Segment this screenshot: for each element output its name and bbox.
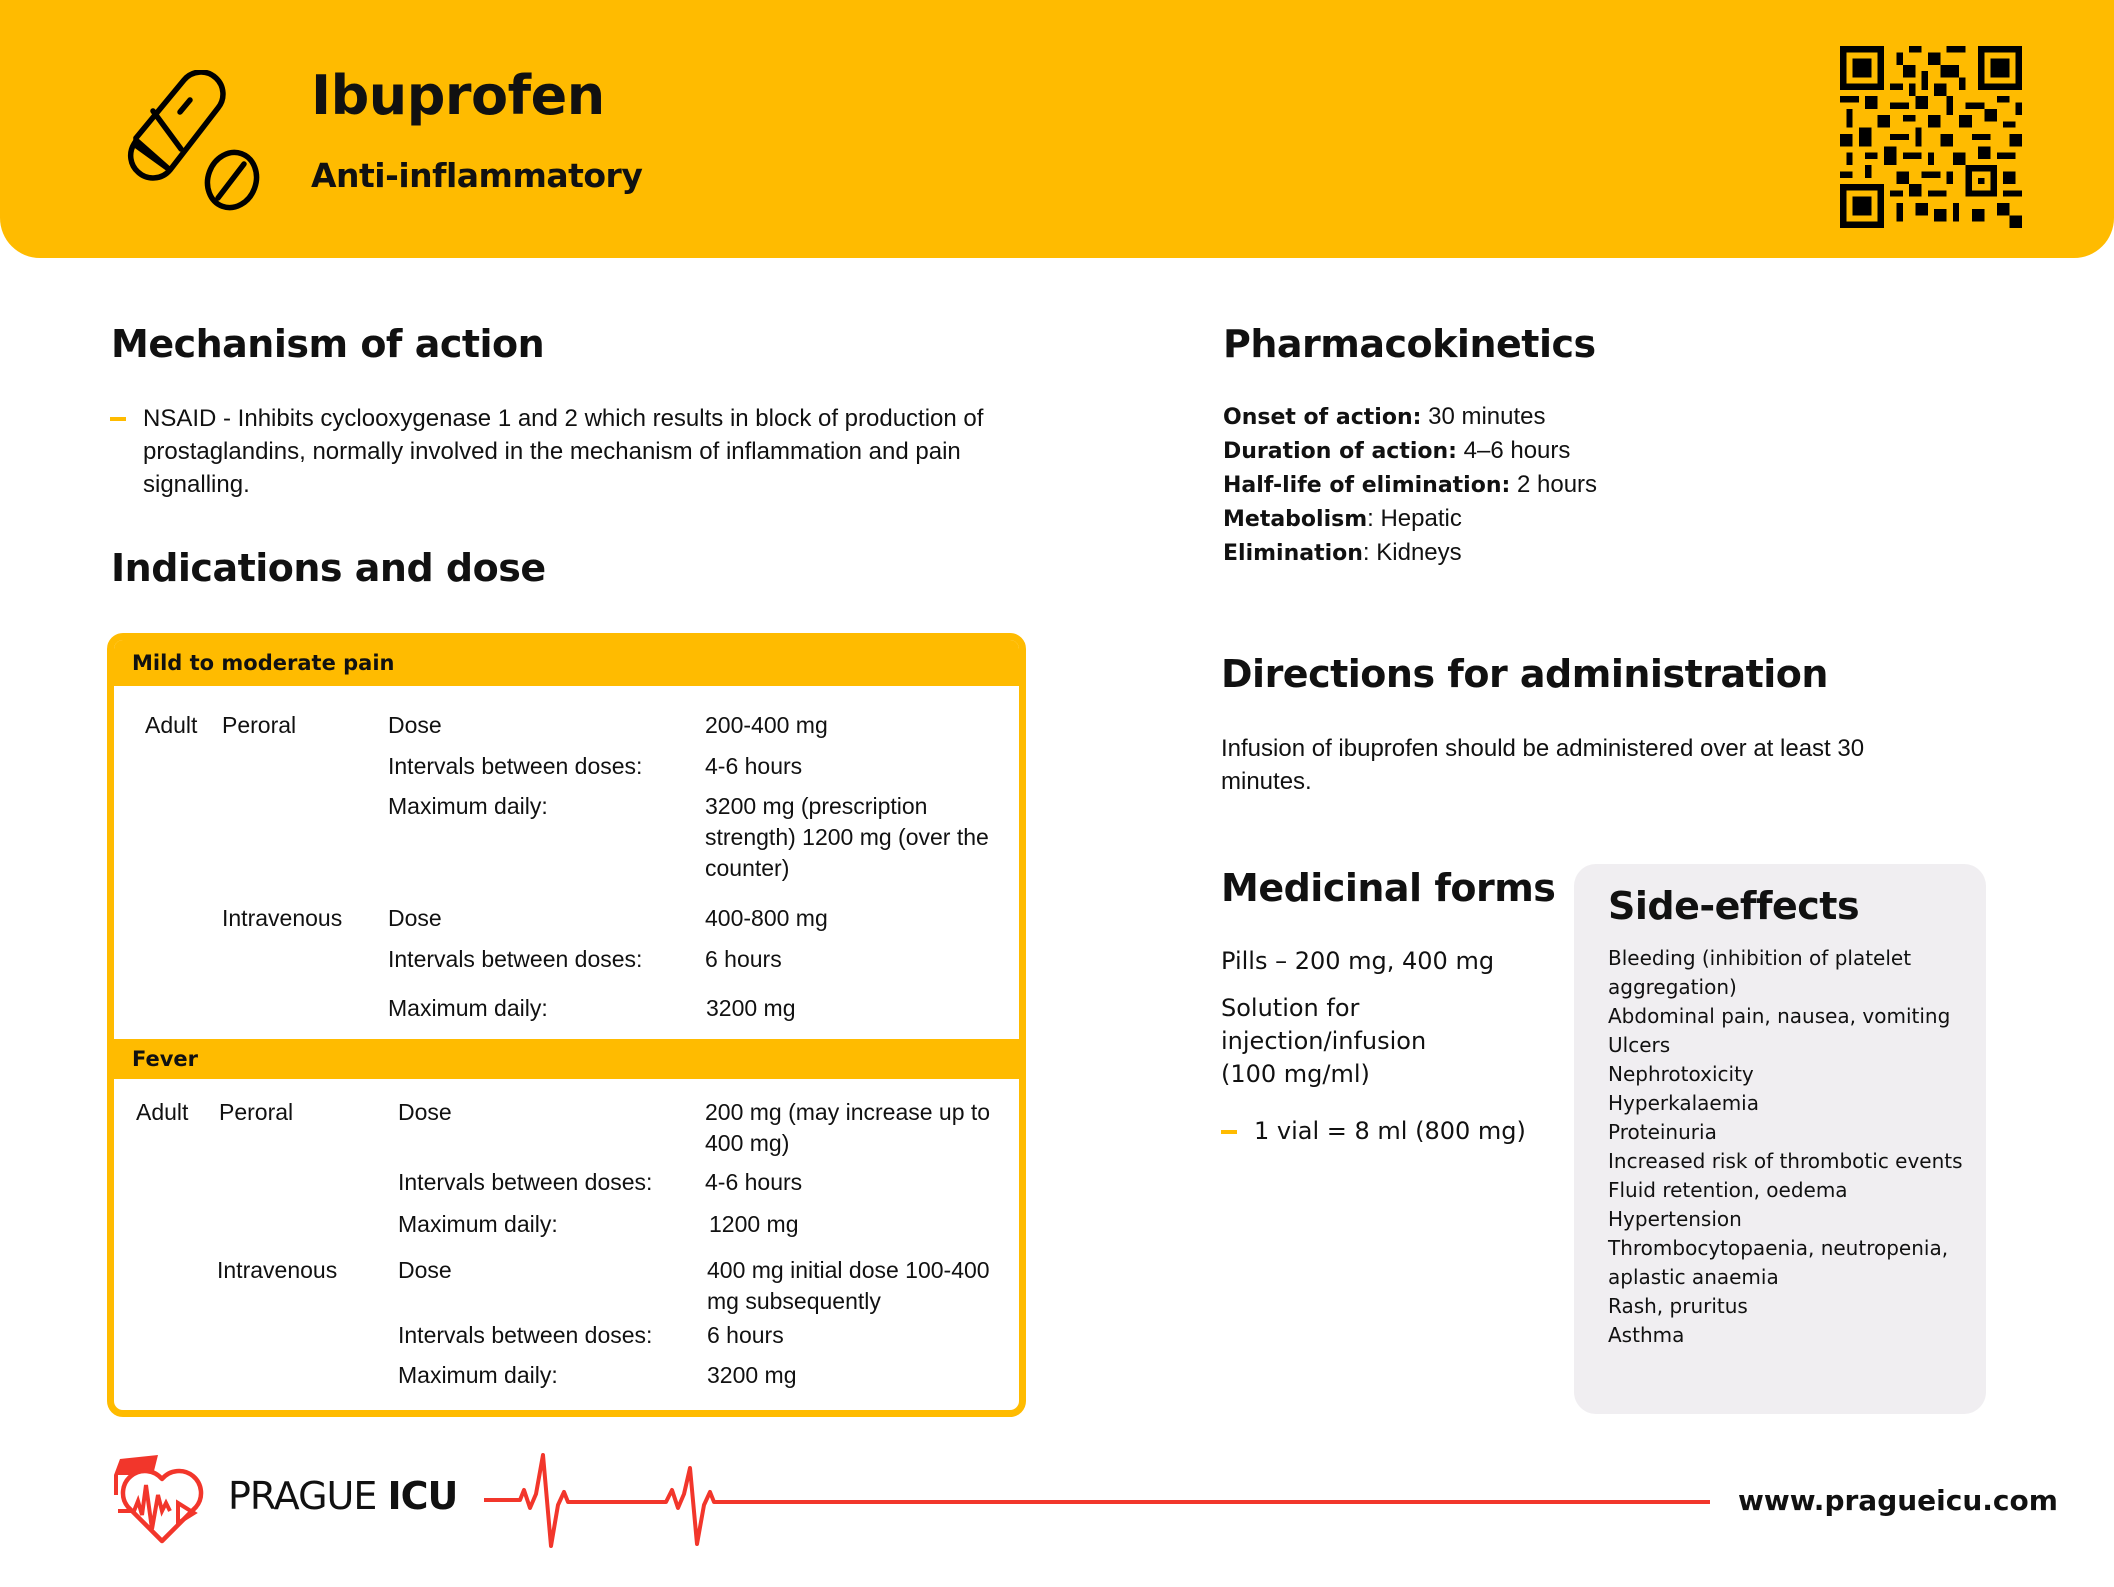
pharmacokinetics-list bbox=[1223, 400, 1597, 570]
patient-label: Adult bbox=[145, 712, 198, 738]
directions-title: Directions for administration bbox=[1221, 652, 1828, 696]
form-item: Solution for injection/infusion (100 mg/ml) bbox=[1221, 994, 1427, 1088]
interval-value: 4-6 hours bbox=[705, 753, 803, 779]
side-effect-item: Proteinuria bbox=[1608, 1120, 1717, 1144]
interval-label: Intervals between doses: bbox=[398, 1322, 653, 1348]
interval-label: Intervals between doses: bbox=[398, 1169, 653, 1195]
max-daily-label: Maximum daily: bbox=[388, 793, 548, 819]
pharmacokinetics-title: Pharmacokinetics bbox=[1223, 322, 1596, 366]
max-daily-value: 3200 mg bbox=[707, 1362, 797, 1388]
side-effect-item: Increased risk of thrombotic events bbox=[1608, 1149, 1963, 1173]
pk-onset: Onset of action: 30 minutes bbox=[1223, 403, 1546, 430]
bullet-dash-icon bbox=[110, 417, 126, 421]
footer-url[interactable]: www.pragueicu.com bbox=[1738, 1484, 2058, 1517]
interval-label: Intervals between doses: bbox=[388, 946, 643, 972]
patient-label: Adult bbox=[136, 1099, 189, 1125]
dose-value: 400-800 mg bbox=[705, 905, 828, 931]
interval-label: Intervals between doses: bbox=[388, 753, 643, 779]
brand-bold: ICU bbox=[387, 1474, 458, 1518]
dose-label: Dose bbox=[398, 1099, 452, 1125]
indications-title: Indications and dose bbox=[111, 546, 546, 590]
interval-value: 6 hours bbox=[707, 1322, 784, 1348]
side-effect-item: Asthma bbox=[1608, 1323, 1685, 1347]
side-effect-item: Hyperkalaemia bbox=[1608, 1091, 1759, 1115]
pk-elimination: Elimination: Kidneys bbox=[1223, 539, 1462, 566]
side-effect-item: Rash, pruritus bbox=[1608, 1294, 1748, 1318]
dose-label: Dose bbox=[388, 712, 442, 738]
medicinal-forms-list bbox=[1221, 945, 1541, 1148]
route-label: Peroral bbox=[222, 712, 297, 738]
max-daily-label: Maximum daily: bbox=[398, 1362, 558, 1388]
max-daily-label: Maximum daily: bbox=[388, 995, 548, 1021]
vial-text: 1 vial = 8 ml (800 mg) bbox=[1254, 1117, 1526, 1145]
side-effect-item: Thrombocytopaenia, neutropenia, aplastic anaemia bbox=[1608, 1236, 1949, 1289]
side-effect-item: Fluid retention, oedema bbox=[1608, 1178, 1848, 1202]
pk-half-life: Half-life of elimination: 2 hours bbox=[1223, 471, 1598, 498]
dose-value: 400 mg initial dose 100-400 mg subsequently bbox=[707, 1257, 990, 1314]
side-effects-list bbox=[1608, 944, 1978, 1350]
prague-icu-logo-icon bbox=[108, 1455, 216, 1545]
max-daily-value: 3200 mg bbox=[706, 995, 796, 1021]
pk-duration: Duration of action: 4–6 hours bbox=[1223, 437, 1571, 464]
mechanism-title: Mechanism of action bbox=[111, 322, 545, 366]
pk-metabolism: Metabolism: Hepatic bbox=[1223, 505, 1462, 532]
drug-class: Anti-inflammatory bbox=[311, 156, 643, 195]
mechanism-bullet bbox=[110, 402, 1070, 501]
group-header-fever: Fever bbox=[114, 1039, 1019, 1079]
side-effect-item: Abdominal pain, nausea, vomiting bbox=[1608, 1004, 1951, 1028]
directions-text: Infusion of ibuprofen should be administered over at least 30 minutes. bbox=[1221, 735, 1865, 795]
medicinal-forms-title: Medicinal forms bbox=[1221, 866, 1556, 910]
footer-brand bbox=[228, 1474, 457, 1518]
brand-light: PRAGUE bbox=[228, 1474, 388, 1518]
dose-label: Dose bbox=[388, 905, 442, 931]
interval-value: 6 hours bbox=[705, 946, 782, 972]
dose-label: Dose bbox=[398, 1257, 452, 1283]
drug-title: Ibuprofen bbox=[311, 64, 605, 127]
max-daily-label: Maximum daily: bbox=[398, 1211, 558, 1237]
side-effect-item: Nephrotoxicity bbox=[1608, 1062, 1754, 1086]
dose-table bbox=[107, 633, 1026, 1417]
side-effects-panel bbox=[1574, 864, 1986, 1414]
route-label: Intravenous bbox=[217, 1257, 338, 1283]
vial-bullet bbox=[1221, 1115, 1541, 1148]
interval-value: 4-6 hours bbox=[705, 1169, 803, 1195]
side-effects-title: Side-effects bbox=[1608, 884, 1860, 928]
pill-capsule-icon bbox=[118, 70, 268, 220]
side-effect-item: Hypertension bbox=[1608, 1207, 1742, 1231]
dose-value: 200 mg (may increase up to 400 mg) bbox=[705, 1099, 991, 1156]
group-header-pain: Mild to moderate pain bbox=[114, 640, 1019, 686]
side-effect-item: Bleeding (inhibition of platelet aggregation) bbox=[1608, 946, 1912, 999]
header-band bbox=[0, 0, 2114, 258]
mechanism-text: NSAID - Inhibits cyclooxygenase 1 and 2 which results in block of production of prostaglandins, normally involved in the mechanism of inflammation and pain signalling. bbox=[143, 405, 984, 498]
max-daily-value: 1200 mg bbox=[709, 1211, 799, 1237]
dose-value: 200-400 mg bbox=[705, 712, 828, 738]
route-label: Peroral bbox=[219, 1099, 294, 1125]
bullet-dash-icon bbox=[1221, 1130, 1237, 1134]
qr-code-icon[interactable] bbox=[1840, 46, 2022, 228]
max-daily-value: 3200 mg (prescription strength) 1200 mg (over the counter) bbox=[705, 793, 989, 881]
form-item: Pills – 200 mg, 400 mg bbox=[1221, 947, 1495, 975]
ecg-line-icon bbox=[484, 1450, 1710, 1550]
route-label: Intravenous bbox=[222, 905, 343, 931]
side-effect-item: Ulcers bbox=[1608, 1033, 1671, 1057]
